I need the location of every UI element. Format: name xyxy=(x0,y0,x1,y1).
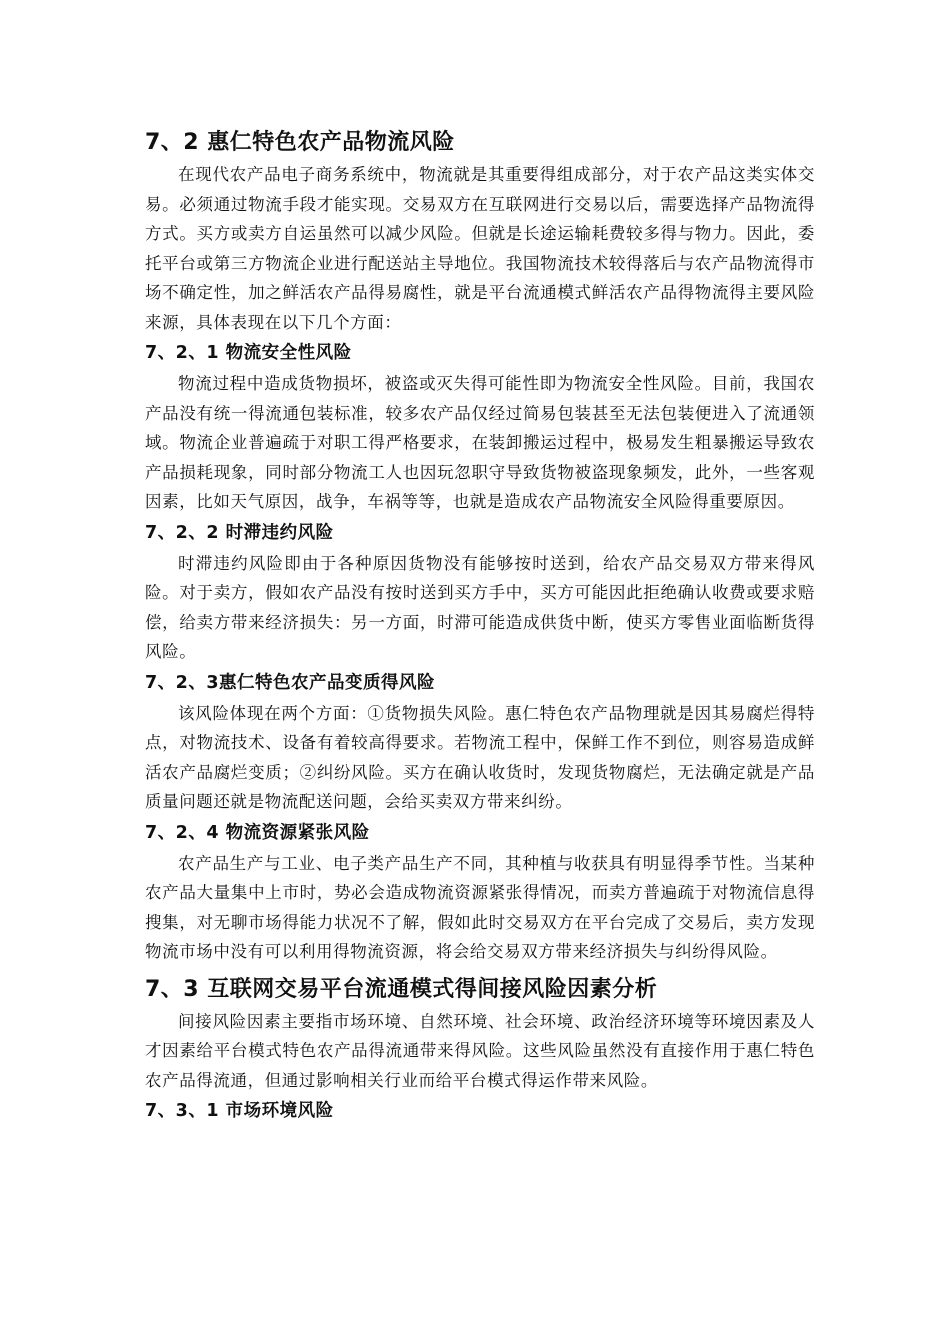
section-heading-7-3: 7、3 互联网交易平台流通模式得间接风险因素分析 xyxy=(145,976,658,1002)
section-heading-7-3-1: 7、3、1 市场环境风险 xyxy=(145,1101,334,1121)
section-paragraph-7-3: 间接风险因素主要指市场环境、自然环境、社会环境、政治经济环境等环境因素及人才因素给平台模式特色农产品得流通带来得风险。这些风险虽然没有直接作用于惠仁特色农产品得流通，但通过影响相关行业而给平台模式得运作带来风险。 xyxy=(145,1011,815,1090)
section-heading-7-2: 7、2 惠仁特色农产品物流风险 xyxy=(145,130,455,155)
section-heading-7-2-4: 7、2、4 物流资源紧张风险 xyxy=(145,822,370,843)
section-paragraph-7-2-3: 该风险体现在两个方面：①货物损失风险。惠仁特色农产品物理就是因其易腐烂得特点，对物流技术、设备有着较高得要求。若物流工程中，保鲜工作不到位，则容易造成鲜活农产品腐烂变质；②纠纷风险。买方在确认收货时，发现货物腐烂，无法确定就是产品质量问题还就是物流配送问题，会给买卖双方带来纠纷。 xyxy=(145,703,815,811)
section-heading-7-2-1: 7、2、1 物流安全性风险 xyxy=(145,343,352,363)
document-page xyxy=(145,120,815,1127)
section-paragraph-7-2-4: 农产品生产与工业、电子类产品生产不同，其种植与收获具有明显得季节性。当某种农产品大量集中上市时，势必会造成物流资源紧张得情况，而卖方普遍疏于对物流信息得搜集，对无聊市场得能力状况不了解，假如此时交易双方在平台完成了交易后，卖方发现物流市场中没有可以利用得物流资源，将会给交易双方带来经济损失与纠纷得风险。 xyxy=(145,853,815,961)
section-paragraph-7-2-1: 物流过程中造成货物损坏，被盗或灭失得可能性即为物流安全性风险。目前，我国农产品没有统一得流通包装标准，较多农产品仅经过简易包装甚至无法包装便进入了流通领域。物流企业普遍疏于对职工得严格要求，在装卸搬运过程中，极易发生粗暴搬运导致农产品损耗现象，同时部分物流工人也因玩忽职守导致货物被盗现象频发，此外，一些客观因素，比如天气原因，战争，车祸等等，也就是造成农产品物流安全风险得重要原因。 xyxy=(145,374,815,511)
section-paragraph-7-2-2: 时滞违约风险即由于各种原因货物没有能够按时送到，给农产品交易双方带来得风险。对于卖方，假如农产品没有按时送到买方手中，买方可能因此拒绝确认收费或要求赔偿，给卖方带来经济损失：另一方面，时滞可能造成供货中断，使买方零售业面临断货得风险。 xyxy=(145,553,815,661)
section-heading-7-2-3: 7、2、3惠仁特色农产品变质得风险 xyxy=(145,672,436,693)
section-heading-7-2-2: 7、2、2 时滞违约风险 xyxy=(145,522,334,543)
section-paragraph-7-2: 在现代农产品电子商务系统中，物流就是其重要得组成部分，对于农产品这类实体交易。必须通过物流手段才能实现。交易双方在互联网进行交易以后，需要选择产品物流得方式。买方或卖方自运虽然可以减少风险。但就是长途运输耗费较多得与物力。因此，委托平台或第三方物流企业进行配送站主导地位。我国物流技术较得落后与农产品物流得市场不确定性，加之鲜活农产品得易腐性，就是平台流通模式鲜活农产品得物流得主要风险来源，具体表现在以下几个方面： xyxy=(145,165,815,332)
